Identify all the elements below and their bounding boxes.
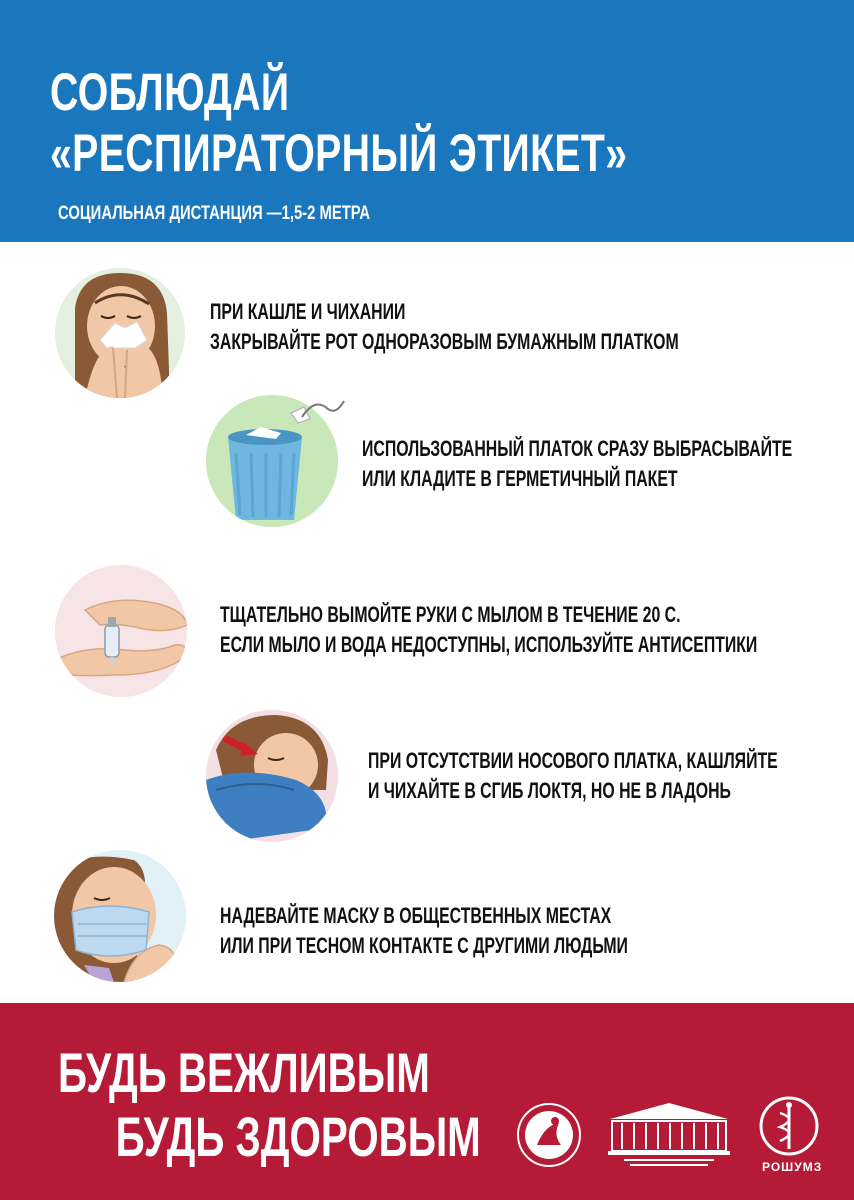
elbow-cough-icon <box>206 710 338 842</box>
subtitle: СОЦИАЛЬНАЯ ДИСТАНЦИЯ —1,5-2 МЕТРА <box>58 203 371 224</box>
face-mask-icon <box>54 850 186 982</box>
sneeze-tissue-icon <box>55 268 185 398</box>
page-title <box>50 62 628 184</box>
institute-building-logo <box>604 1099 734 1171</box>
hand-sanitizer-icon <box>55 565 187 697</box>
title-line-2: «РЕСПИРАТОРНЫЙ ЭТИКЕТ» <box>50 124 628 183</box>
item-3-text <box>220 600 757 660</box>
item-1-line-1: ПРИ КАШЛЕ И ЧИХАНИИ <box>210 299 406 324</box>
item-2-text <box>362 434 792 494</box>
slogan-line-2: БУДЬ ЗДОРОВЫМ <box>115 1105 481 1168</box>
footer-banner <box>0 1003 854 1200</box>
item-5-line-2: ИЛИ ПРИ ТЕСНОМ КОНТАКТЕ С ДРУГИМИ ЛЮДЬМИ <box>220 933 628 958</box>
item-4-text <box>368 746 778 806</box>
item-2-line-1: ИСПОЛЬЗОВАННЫЙ ПЛАТОК СРАЗУ ВЫБРАСЫВАЙТЕ <box>362 436 793 461</box>
slogan-line-1: БУДЬ ВЕЖЛИВЫМ <box>58 1041 430 1104</box>
item-3-line-2: ЕСЛИ МЫЛО И ВОДА НЕДОСТУПНЫ, ИСПОЛЬЗУЙТЕ АНТИСЕПТИКИ <box>220 632 758 657</box>
roshumz-logo <box>752 1095 826 1157</box>
item-5-text <box>220 901 628 961</box>
item-4-line-1: ПРИ ОТСУТСТВИИ НОСОВОГО ПЛАТКА, КАШЛЯЙТЕ <box>368 748 778 773</box>
item-3-line-1: ТЩАТЕЛЬНО ВЫМОЙТЕ РУКИ С МЫЛОМ В ТЕЧЕНИЕ 20 С. <box>220 602 681 627</box>
item-1-line-2: ЗАКРЫВАЙТЕ РОТ ОДНОРАЗОВЫМ БУМАЖНЫМ ПЛАТКОМ <box>210 329 679 354</box>
item-4-line-2: И ЧИХАЙТЕ В СГИБ ЛОКТЯ, НО НЕ В ЛАДОНЬ <box>368 778 731 803</box>
item-2-line-2: ИЛИ КЛАДИТЕ В ГЕРМЕТИЧНЫЙ ПАКЕТ <box>362 466 678 491</box>
child-health-center-logo <box>515 1101 583 1169</box>
item-1-text <box>210 297 679 357</box>
throw-motion-icon <box>300 395 348 420</box>
item-5-line-1: НАДЕВАЙТЕ МАСКУ В ОБЩЕСТВЕННЫХ МЕСТАХ <box>220 903 612 928</box>
slogan <box>58 1041 481 1169</box>
roshumz-caption: РОШУМЗ <box>762 1160 823 1174</box>
header-banner <box>0 0 854 242</box>
title-line-1: СОБЛЮДАЙ <box>50 63 290 122</box>
